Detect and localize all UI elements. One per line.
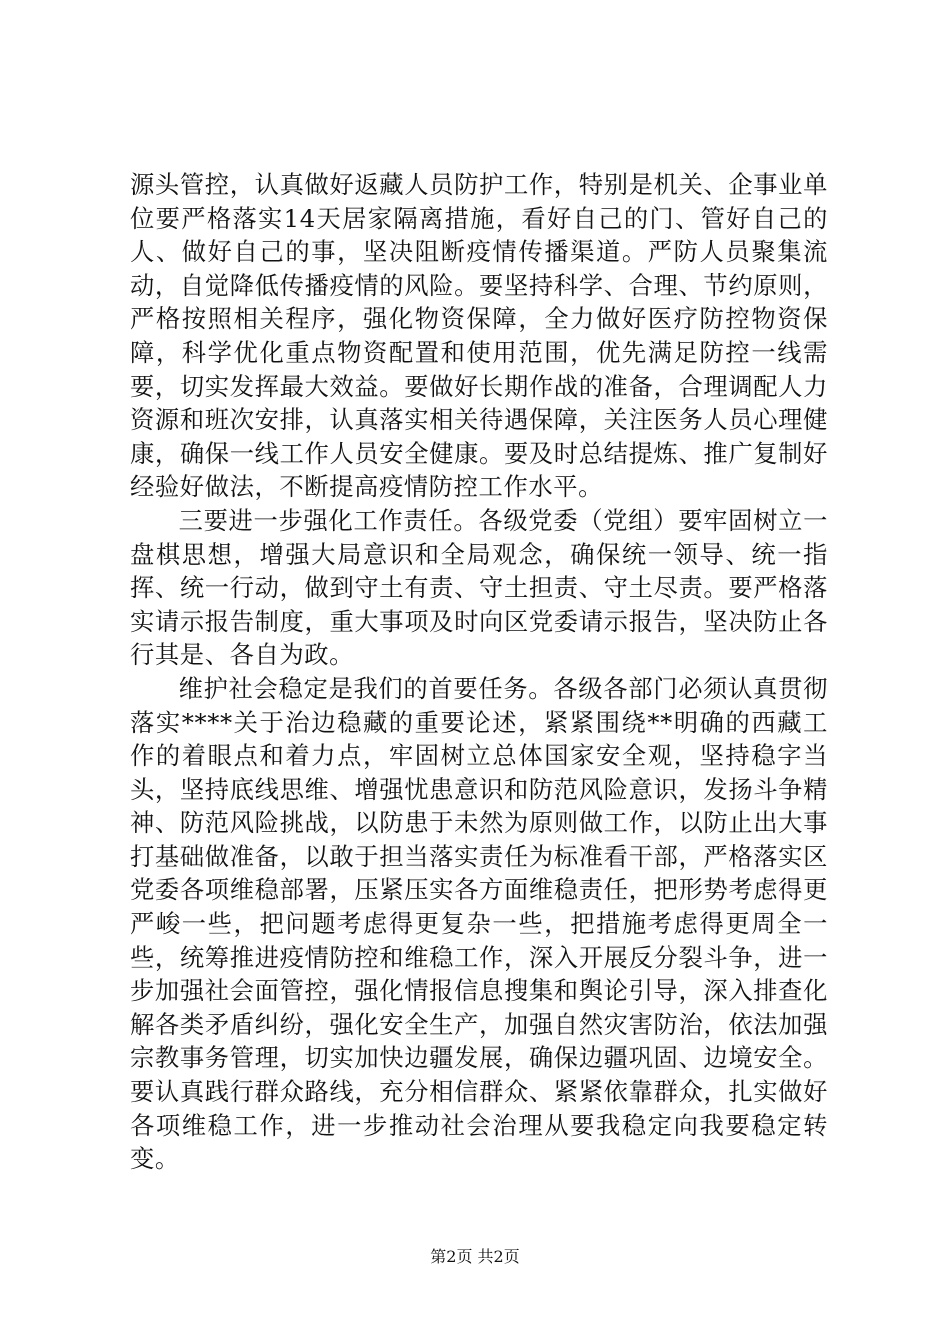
paragraph-continuation: 源头管控，认真做好返藏人员防护工作，特别是机关、企事业单位要严格落实14天居家隔离措施，看好自己的门、管好自己的人、做好自己的事，坚决阻断疫情传播渠道。严防人员聚集流动，自觉降低传播疫情的风险。要坚持科学、合理、节约原则，严格按照相关程序，强化物资保障，全力做好医疗防控物资保障，科学优化重点物资配置和使用范围，优先满足防控一线需要，切实发挥最大效益。要做好长期作战的准备，合理调配人力资源和班次安排，认真落实相关待遇保障，关注医务人员心理健康，确保一线工作人员安全健康。要及时总结提炼、推广复制好经验好做法，不断提高疫情防控工作水平。 (130, 170, 828, 502)
paragraph-social-stability: 维护社会稳定是我们的首要任务。各级各部门必须认真贯彻落实****关于治边稳藏的重要论述，紧紧围绕**明确的西藏工作的着眼点和着力点，牢固树立总体国家安全观，坚持稳字当头，坚持底线思维、增强忧患意识和防范风险意识，发扬斗争精神、防范风险挑战，以防患于未然为原则做工作，以防止出大事打基础做准备，以敢于担当落实责任为标准看干部，严格落实区党委各项维稳部署，压紧压实各方面维稳责任，把形势考虑得更严峻一些，把问题考虑得更复杂一些，把措施考虑得更周全一些，统筹推进疫情防控和维稳工作，深入开展反分裂斗争，进一步加强社会面管控，强化情报信息搜集和舆论引导，深入排查化解各类矛盾纠纷，强化安全生产，加强自然灾害防治，依法加强宗教事务管理，切实加快边疆发展，确保边疆巩固、边境安全。要认真践行群众路线，充分相信群众、紧紧依靠群众，扎实做好各项维稳工作，进一步推动社会治理从要我稳定向我要稳定转变。 (130, 673, 828, 1174)
page-footer: 第2页 共2页 (430, 1247, 520, 1266)
paragraph-work-responsibility: 三要进一步强化工作责任。各级党委（党组）要牢固树立一盘棋思想，增强大局意识和全局观念，确保统一领导、统一指挥、统一行动，做到守土有责、守土担责、守土尽责。要严格落实请示报告制度，重大事项及时向区党委请示报告，坚决防止各行其是、各自为政。 (130, 505, 828, 670)
document-body (130, 168, 828, 1176)
